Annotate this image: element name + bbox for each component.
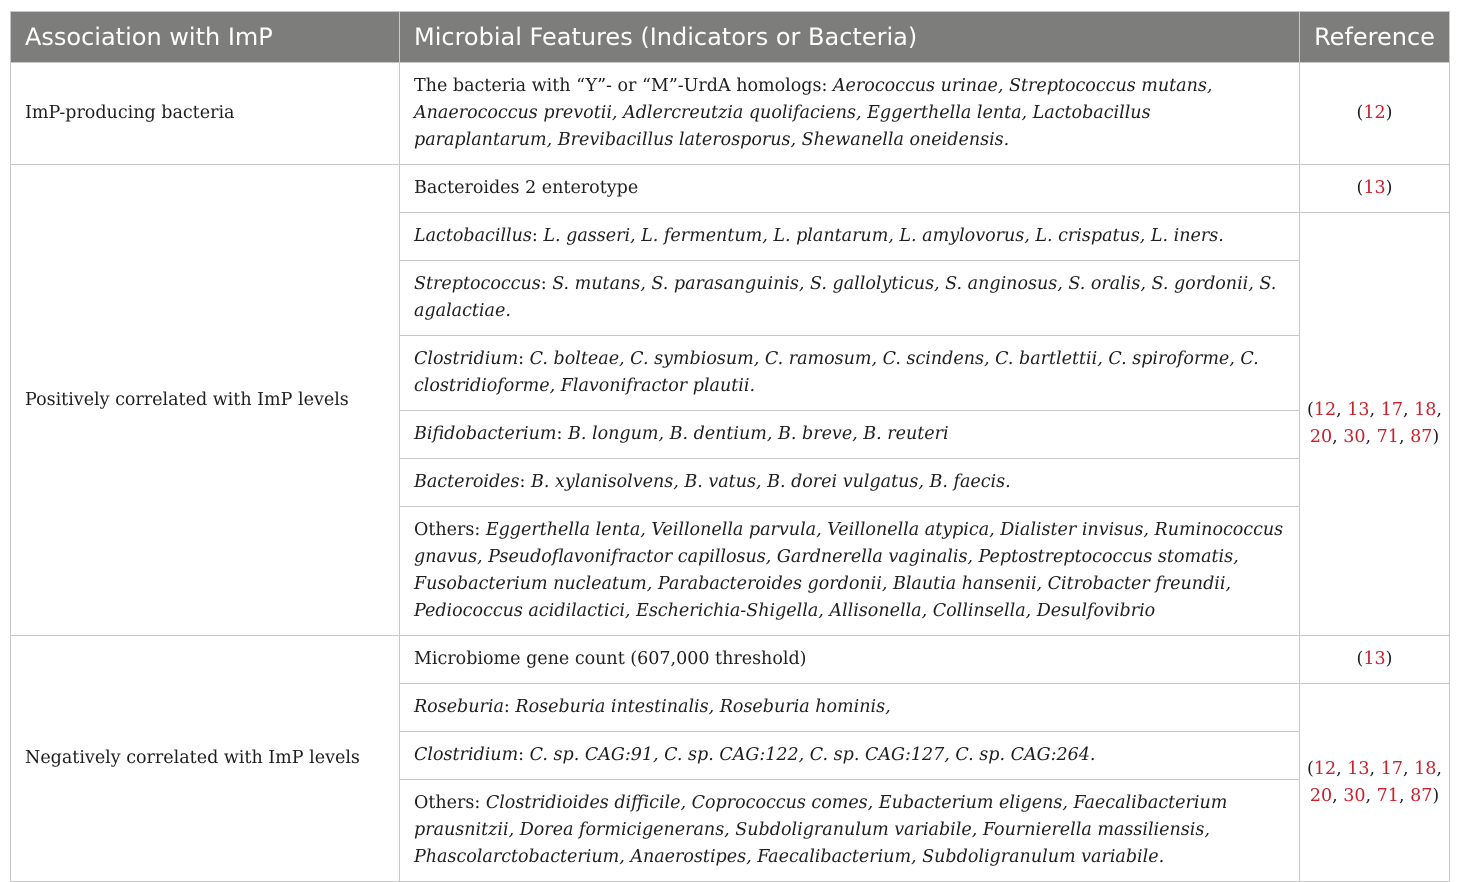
genus-name: Streptococcus <box>414 274 541 294</box>
association-label: ImP-producing bacteria <box>11 63 400 165</box>
citation-link[interactable]: 17 <box>1380 400 1403 420</box>
feature-cell: Bifidobacterium: B. longum, B. dentium, B. breve, B. reuteri <box>400 411 1300 459</box>
table-row <box>11 63 1450 165</box>
feature-cell: Microbiome gene count (607,000 threshold) <box>400 636 1300 684</box>
reference-cell: (12) <box>1300 63 1450 165</box>
genus-name: Clostridium <box>414 745 519 765</box>
citation-link[interactable]: 13 <box>1347 758 1370 779</box>
genus-name: Clostridium <box>414 349 519 369</box>
feature-cell <box>400 780 1300 882</box>
genus-name: Roseburia <box>414 697 504 717</box>
species-list: Roseburia intestinalis, Roseburia hominis, <box>515 697 891 717</box>
citation-link[interactable]: 71 <box>1376 785 1399 806</box>
citation-link[interactable]: 12 <box>1313 400 1337 420</box>
species-list: C. bolteae, C. symbiosum, C. ramosum, C. scindens, C. bartlettii, C. spiroforme, C. clostridioforme, Flavonifractor plautii. <box>414 349 1259 396</box>
feature-cell: Roseburia: Roseburia intestinalis, Roseburia hominis, <box>400 684 1300 732</box>
citation-link[interactable]: 18 <box>1414 758 1437 779</box>
feature-cell: Clostridium: C. bolteae, C. symbiosum, C. ramosum, C. scindens, C. bartlettii, C. spiroforme, C. clostridioforme, Flavonifractor plautii. <box>400 336 1300 411</box>
citation-link[interactable]: 87 <box>1410 427 1433 447</box>
genus-name: Bacteroides <box>414 472 520 492</box>
table-row <box>11 636 1450 684</box>
species-list: B. xylanisolvens, B. vatus, B. dorei vulgatus, B. faecis. <box>531 472 1011 492</box>
association-label: Positively correlated with ImP levels <box>11 165 400 636</box>
feature-cell: Clostridium: C. sp. CAG:91, C. sp. CAG:122, C. sp. CAG:127, C. sp. CAG:264. <box>400 732 1300 780</box>
header-microbial-features: Microbial Features (Indicators or Bacteria) <box>400 12 1300 63</box>
microbial-features-table <box>10 11 1449 882</box>
table <box>10 11 1450 882</box>
feature-cell: Streptococcus: S. mutans, S. parasanguinis, S. gallolyticus, S. anginosus, S. oralis, S. gordonii, S. agalactiae. <box>400 261 1300 336</box>
feature-cell: Bacteroides 2 enterotype <box>400 165 1300 213</box>
reference-cell: (13) <box>1300 636 1450 684</box>
reference-cell: (12, 13, 17, 18, 20, 30, 71, 87) <box>1300 684 1450 882</box>
citation-link[interactable]: 87 <box>1410 785 1433 806</box>
species-list: L. gasseri, L. fermentum, L. plantarum, L. amylovorus, L. crispatus, L. iners. <box>543 226 1224 246</box>
species-list: C. sp. CAG:91, C. sp. CAG:122, C. sp. CAG:127, C. sp. CAG:264. <box>529 745 1096 765</box>
table-row <box>11 165 1450 213</box>
citation-link[interactable]: 20 <box>1309 785 1333 806</box>
reference-cell: (12, 13, 17, 18, 20, 30, 71, 87) <box>1300 213 1450 636</box>
others-prefix: Others: <box>414 793 486 813</box>
citation-link[interactable]: 71 <box>1376 427 1399 447</box>
species-list: S. mutans, S. parasanguinis, S. gallolyticus, S. anginosus, S. oralis, S. gordonii, S. agalactiae. <box>414 274 1277 321</box>
citation-link[interactable]: 13 <box>1363 178 1386 198</box>
citation-link[interactable]: 30 <box>1343 785 1366 806</box>
citation-link[interactable]: 20 <box>1309 427 1333 447</box>
citation-link[interactable]: 12 <box>1363 103 1386 123</box>
species-list: Eggerthella lenta, Veillonella parvula, Veillonella atypica, Dialister invisus, Ruminococcus gnavus, Pseudoflavonifractor capillosus, Gardnerella vaginalis, Peptostreptococcus stomatis, Fusobacterium nucleatum, Parabacteroides gordonii, Blautia hansenii, Citrobacter freundii, Pediococcus acidilactici, Escherichia-Shigella, Allisonella, Collinsella, Desulfovibrio <box>414 520 1284 621</box>
others-prefix: Others: <box>414 520 486 540</box>
header-row <box>11 12 1450 63</box>
citation-link[interactable]: 17 <box>1380 758 1403 779</box>
header-association: Association with ImP <box>11 12 400 63</box>
genus-name: Bifidobacterium <box>414 424 557 444</box>
citation-link[interactable]: 18 <box>1414 400 1437 420</box>
feature-prefix: The bacteria with “Y”- or “M”-UrdA homologs: <box>414 76 833 96</box>
association-label: Negatively correlated with ImP levels <box>11 636 400 882</box>
citation-link[interactable]: 13 <box>1347 400 1370 420</box>
genus-name: Lactobacillus <box>414 226 532 246</box>
species-list: Clostridioides difficile, Coprococcus comes, Eubacterium eligens, Faecalibacterium prausnitzii, Dorea formicigenerans, Subdoligranulum variabile, Fournierella massiliensis, Phascolarctobacterium, Anaerostipes, Faecalibacterium, Subdoligranulum variabile. <box>414 793 1228 867</box>
citation-link[interactable]: 12 <box>1313 758 1337 779</box>
feature-cell <box>400 63 1300 165</box>
reference-cell: (13) <box>1300 165 1450 213</box>
citation-link[interactable]: 13 <box>1363 649 1386 669</box>
citation-link[interactable]: 30 <box>1343 427 1366 447</box>
species-list: B. longum, B. dentium, B. breve, B. reuteri <box>568 424 949 444</box>
header-reference: Reference <box>1300 12 1450 63</box>
species-list: Aerococcus urinae, Streptococcus mutans, Anaerococcus prevotii, Adlercreutzia quolifaciens, Eggerthella lenta, Lactobacillus paraplantarum, Brevibacillus laterosporus, Shewanella oneidensis. <box>414 76 1213 150</box>
feature-cell: Lactobacillus: L. gasseri, L. fermentum, L. plantarum, L. amylovorus, L. crispatus, L. iners. <box>400 213 1300 261</box>
feature-cell: Bacteroides: B. xylanisolvens, B. vatus, B. dorei vulgatus, B. faecis. <box>400 459 1300 507</box>
feature-cell <box>400 507 1300 636</box>
